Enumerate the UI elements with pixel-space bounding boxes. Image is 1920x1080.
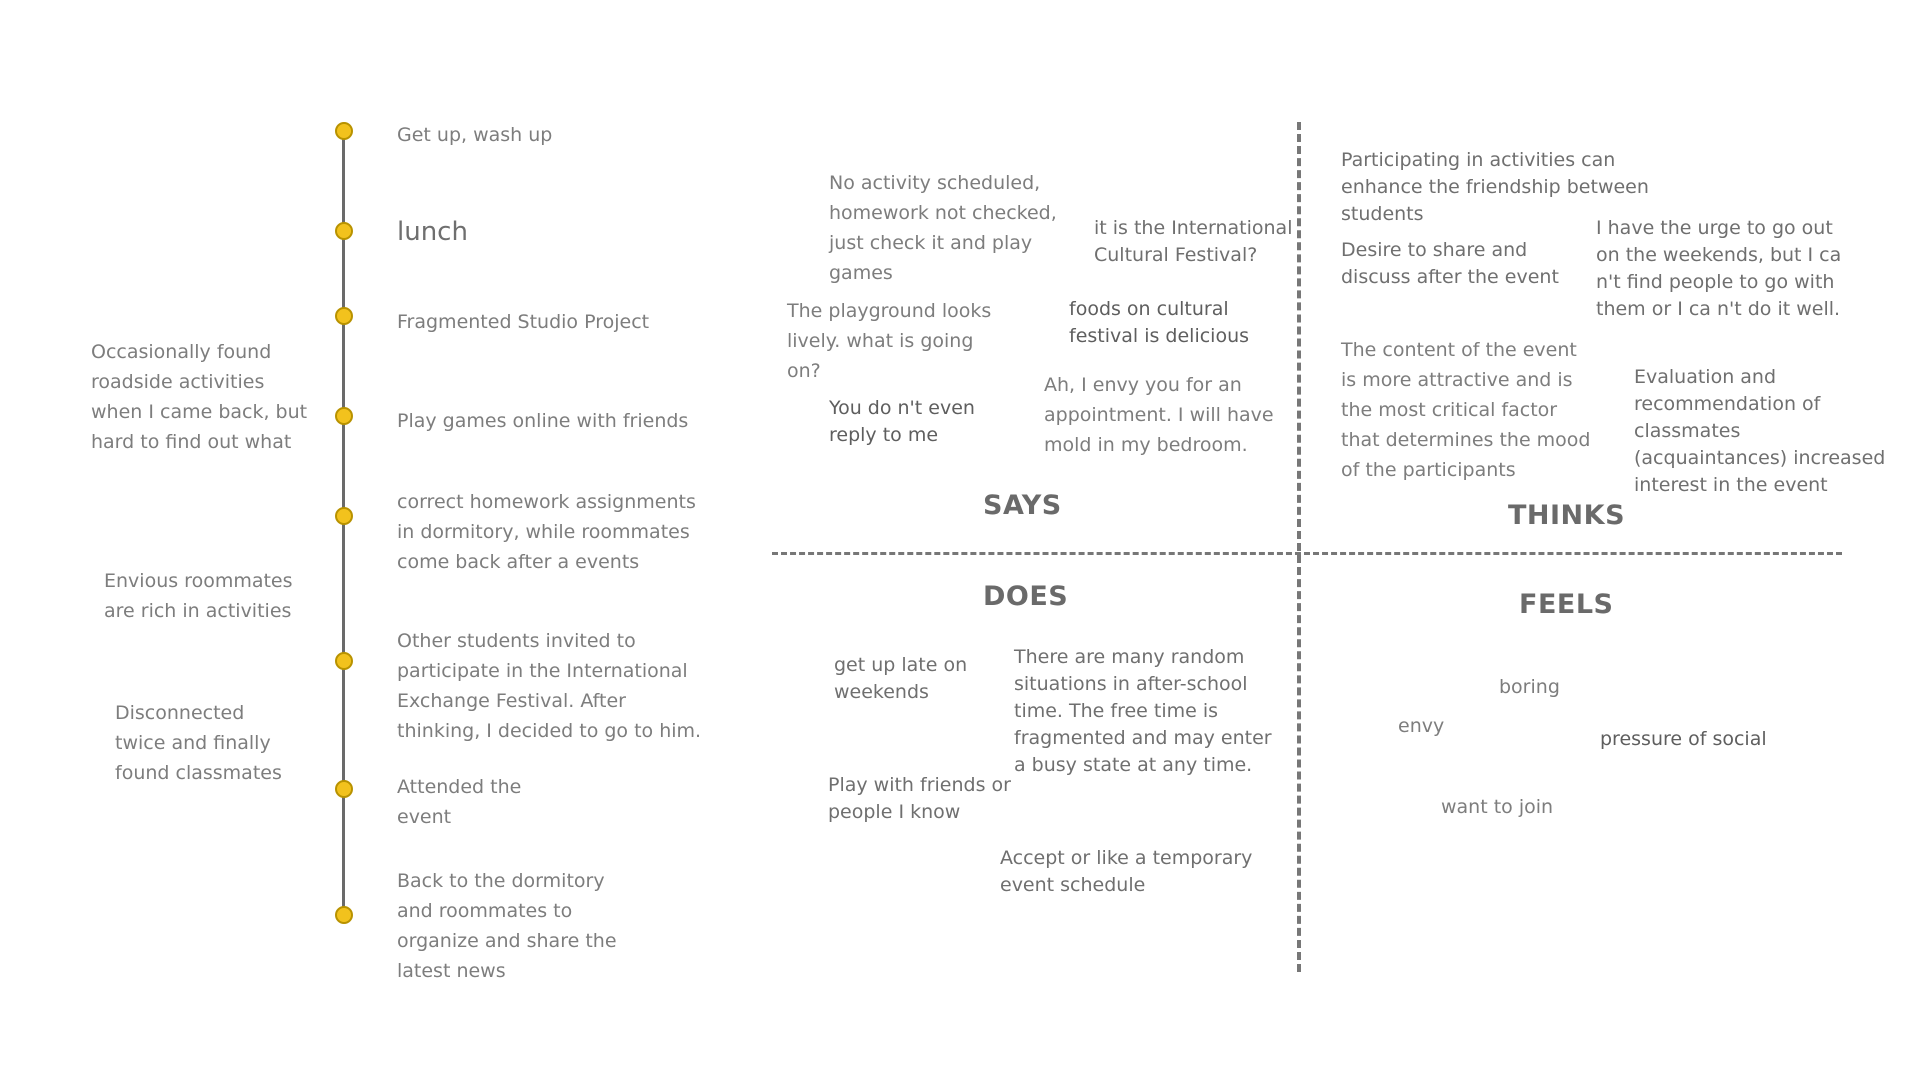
vertical-divider: [1297, 122, 1301, 972]
feels-note: boring: [1499, 676, 1560, 698]
timeline-side-note: Disconnected twice and finally found classmates: [115, 702, 282, 784]
timeline-dot: [335, 307, 353, 325]
thinks-note: Desire to share and discuss after the event: [1341, 239, 1559, 288]
says-note: You do n't even reply to me: [829, 397, 975, 446]
does-note: Play with friends or people I know: [828, 774, 1011, 823]
timeline-event: Back to the dormitory and roommates to organize and share the latest news: [397, 870, 617, 982]
timeline-dot: [335, 652, 353, 670]
timeline-dot: [335, 222, 353, 240]
says-heading: SAYS: [983, 490, 1062, 521]
does-note: There are many random situations in after-school time. The free time is fragmented and may enter a busy state at any time.: [1014, 646, 1272, 776]
feels-note: want to join: [1441, 796, 1554, 818]
feels-note: envy: [1398, 715, 1445, 737]
says-note: The playground looks lively. what is going on?: [787, 300, 992, 382]
says-note: Ah, I envy you for an appointment. I will have mold in my bedroom.: [1044, 374, 1274, 456]
timeline-side-note: Occasionally found roadside activities when I came back, but hard to find out what: [91, 341, 308, 453]
does-note: Accept or like a temporary event schedule: [1000, 847, 1253, 896]
timeline-side-note: Envious roommates are rich in activities: [104, 570, 293, 622]
timeline-event: Fragmented Studio Project: [397, 311, 650, 333]
does-heading: DOES: [983, 581, 1069, 612]
says-note: No activity scheduled, homework not checked, just check it and play games: [829, 172, 1057, 284]
timeline-event: lunch: [397, 217, 468, 247]
timeline-dot: [335, 122, 353, 140]
thinks-note: The content of the event is more attractive and is the most critical factor that determines the mood of the participants: [1341, 339, 1591, 481]
thinks-note: Evaluation and recommendation of classmates (acquaintances) increased interest in the event: [1634, 366, 1886, 496]
thinks-heading: THINKS: [1508, 500, 1626, 531]
timeline-event: correct homework assignments in dormitory, while roommates come back after a events: [397, 491, 696, 573]
does-note: get up late on weekends: [834, 654, 968, 703]
timeline-event: Attended the event: [397, 776, 522, 828]
timeline-event: Get up, wash up: [397, 124, 553, 146]
thinks-note: Participating in activities can enhance the friendship between students: [1341, 149, 1649, 225]
timeline-dot: [335, 780, 353, 798]
says-note: foods on cultural festival is delicious: [1069, 298, 1250, 347]
timeline-dot: [335, 906, 353, 924]
timeline-dot: [335, 507, 353, 525]
horizontal-divider: [772, 552, 1842, 555]
timeline-event: Other students invited to participate in the International Exchange Festival. After thinking, I decided to go to him.: [397, 630, 702, 742]
timeline-event: Play games online with friends: [397, 410, 689, 432]
feels-heading: FEELS: [1519, 589, 1614, 620]
feels-note: pressure of social: [1600, 728, 1767, 750]
thinks-note: I have the urge to go out on the weekends, but I ca n't find people to go with them or I ca n't do it well.: [1596, 217, 1842, 320]
says-note: it is the International Cultural Festival?: [1094, 217, 1293, 266]
timeline-dot: [335, 407, 353, 425]
